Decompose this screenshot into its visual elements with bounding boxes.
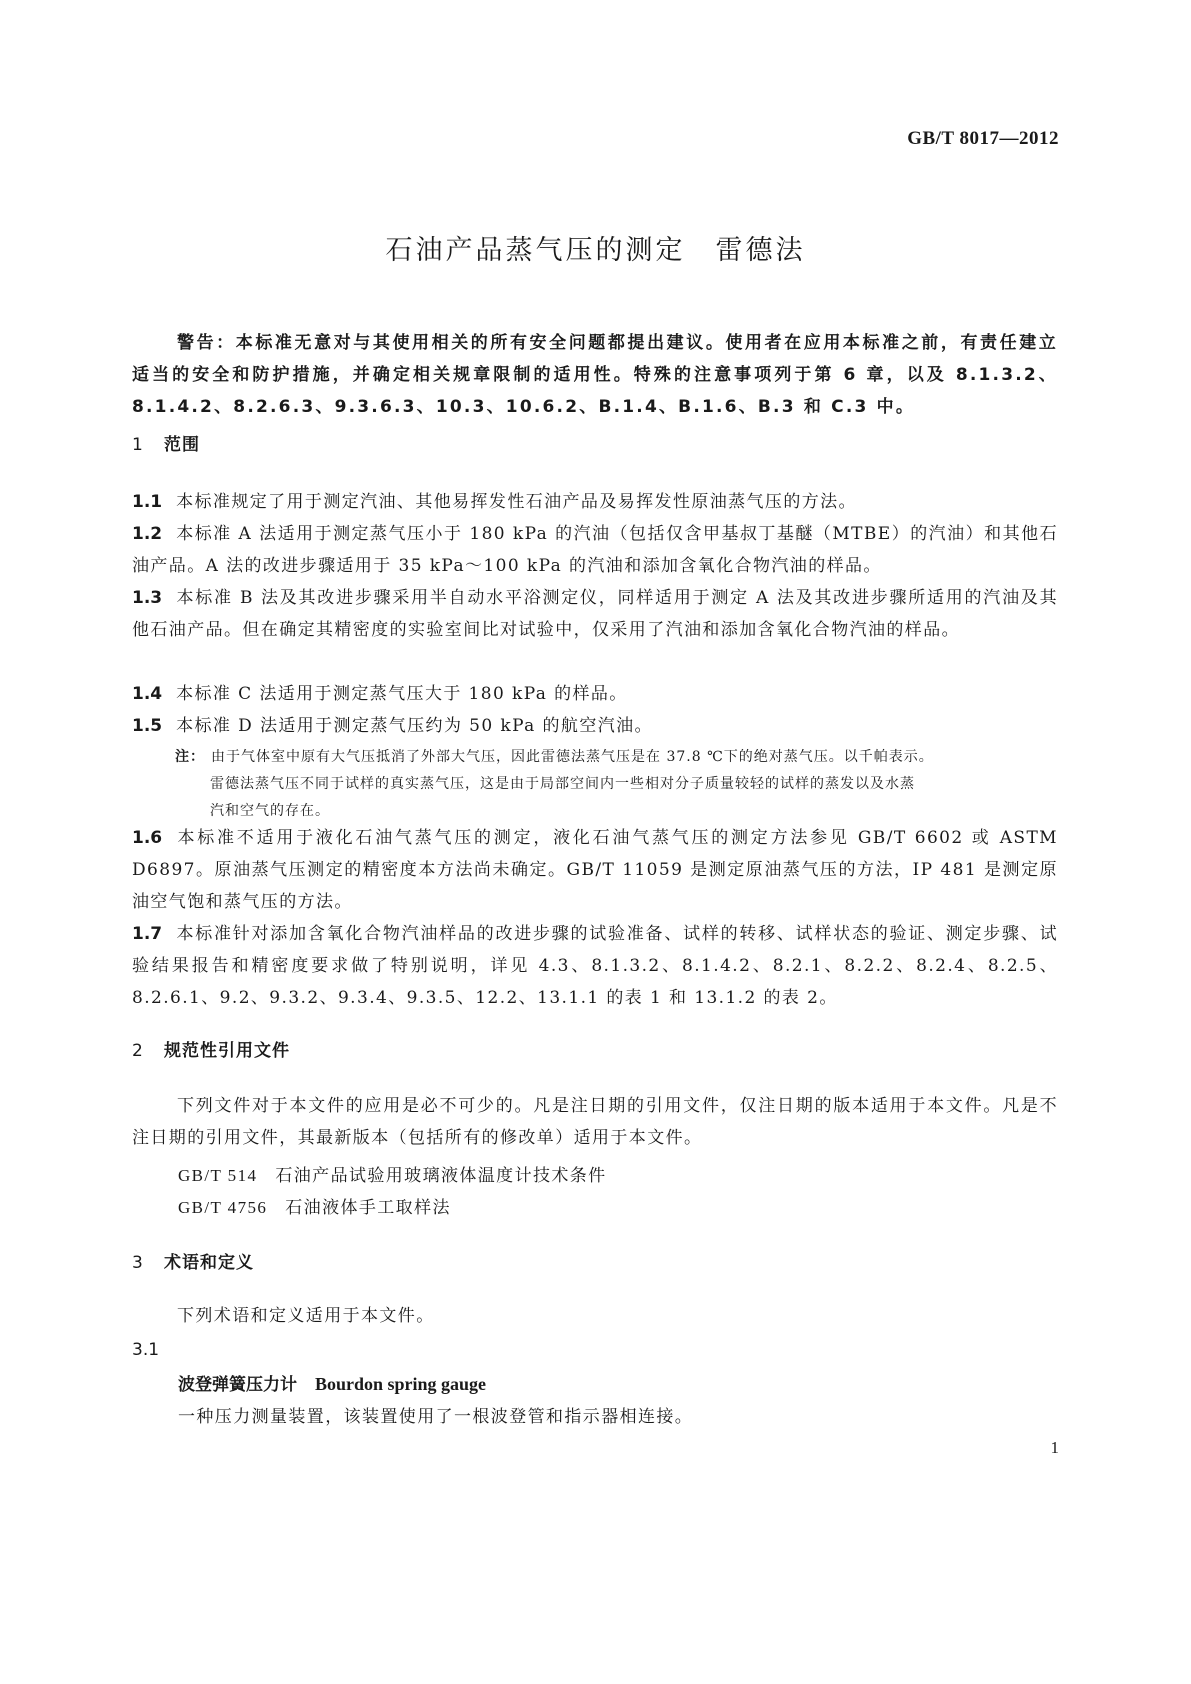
clause-text: 本标准 C 法适用于测定蒸气压大于 180 kPa 的样品。 xyxy=(176,684,628,704)
section-3-intro: 下列术语和定义适用于本文件。 xyxy=(177,1306,435,1326)
reference-code: GB/T 514 xyxy=(178,1166,258,1185)
reference-item xyxy=(178,1193,451,1218)
clause-number: 1.3 xyxy=(132,588,163,608)
clause-text: 本标准规定了用于测定汽油、其他易挥发性石油产品及易挥发性原油蒸气压的方法。 xyxy=(176,492,857,512)
reference-code: GB/T 4756 xyxy=(178,1198,268,1217)
clause-1-4 xyxy=(132,678,1058,710)
section-2-heading xyxy=(132,1036,290,1061)
warning-paragraph: 警告：本标准无意对与其使用相关的所有安全问题都提出建议。使用者在应用本标准之前，有责任建立适当的安全和防护措施，并确定相关规章限制的适用性。特殊的注意事项列于第 6 章，以及 8.1.3.2、8.1.4.2、8.2.6.3、9.3.6.3、10.3、10.6.2、B.1.4、B.1.6、B.3 和 C.3 中。 xyxy=(132,333,1058,417)
term-definition: 一种压力测量装置，该装置使用了一根波登管和指示器相连接。 xyxy=(178,1407,694,1427)
clause-text: 本标准 A 法适用于测定蒸气压小于 180 kPa 的汽油（包括仅含甲基叔丁基醚（MTBE）的汽油）和其他石油产品。A 法的改进步骤适用于 35 kPa～100 kPa 的汽油和添加含氧化合物汽油的样品。 xyxy=(132,524,1058,576)
note-line-3: 汽和空气的存在。 xyxy=(210,803,330,819)
clause-1-7 xyxy=(132,918,1058,1014)
section-title: 范围 xyxy=(164,435,200,455)
reference-title: 石油液体手工取样法 xyxy=(285,1198,451,1218)
clause-1-1 xyxy=(132,486,1058,518)
term-heading xyxy=(178,1370,486,1395)
clause-1-2 xyxy=(132,518,1058,582)
clause-number: 1.6 xyxy=(132,828,163,848)
section-number: 2 xyxy=(132,1041,144,1061)
section-number: 3 xyxy=(132,1253,144,1273)
term-number: 3.1 xyxy=(132,1340,160,1360)
clause-1-5 xyxy=(132,710,1058,742)
note-line-2: 雷德法蒸气压不同于试样的真实蒸气压，这是由于局部空间内一些相对分子质量较轻的试样的蒸发以及水蒸 xyxy=(210,776,915,792)
clause-number: 1.5 xyxy=(132,716,163,736)
clause-text: 本标准不适用于液化石油气蒸气压的测定，液化石油气蒸气压的测定方法参见 GB/T 6602 或 ASTM D6897。原油蒸气压测定的精密度本方法尚未确定。GB/T 11059 是测定原油蒸气压的方法，IP 481 是测定原油空气饱和蒸气压的方法。 xyxy=(132,828,1058,912)
clause-number: 1.2 xyxy=(132,524,163,544)
section-1-heading xyxy=(132,430,200,455)
note-block xyxy=(175,744,1060,825)
term-english: Bourdon spring gauge xyxy=(315,1374,487,1394)
note-label: 注： xyxy=(175,749,205,765)
reference-title: 石油产品试验用玻璃液体温度计技术条件 xyxy=(275,1166,607,1186)
document-title: 石油产品蒸气压的测定 雷德法 xyxy=(385,235,806,266)
clause-text: 本标准针对添加含氧化合物汽油样品的改进步骤的试验准备、试样的转移、试样状态的验证、测定步骤、试验结果报告和精密度要求做了特别说明，详见 4.3、8.1.3.2、8.1.4.2、8.2.1、8.2.2、8.2.4、8.2.5、8.2.6.1、9.2、9.3.2、9.3.4、9.3.5、12.2、13.1.1 的表 1 和 13.1.2 的表 2。 xyxy=(132,924,1058,1008)
section-number: 1 xyxy=(132,435,144,455)
note-line-1 xyxy=(175,744,1060,771)
section-2-intro: 下列文件对于本文件的应用是必不可少的。凡是注日期的引用文件，仅注日期的版本适用于本文件。凡是不注日期的引用文件，其最新版本（包括所有的修改单）适用于本文件。 xyxy=(132,1096,1058,1148)
section-title: 规范性引用文件 xyxy=(164,1041,290,1061)
section-3-heading xyxy=(132,1248,254,1273)
clause-number: 1.1 xyxy=(132,492,163,512)
clause-text: 本标准 B 法及其改进步骤采用半自动水平浴测定仪，同样适用于测定 A 法及其改进步骤所适用的汽油及其他石油产品。但在确定其精密度的实验室间比对试验中，仅采用了汽油和添加含氧化合物汽油的样品。 xyxy=(132,588,1058,640)
clause-1-3 xyxy=(132,582,1058,646)
term-chinese: 波登弹簧压力计 xyxy=(178,1375,297,1395)
clause-text: 本标准 D 法适用于测定蒸气压约为 50 kPa 的航空汽油。 xyxy=(176,716,653,736)
section-title: 术语和定义 xyxy=(164,1253,254,1273)
note-text-1: 由于气体室中原有大气压抵消了外部大气压，因此雷德法蒸气压是在 37.8 ℃下的绝对蒸气压。以千帕表示。 xyxy=(211,749,934,765)
clause-number: 1.4 xyxy=(132,684,163,704)
page-number: 1 xyxy=(1050,1438,1059,1457)
clause-number: 1.7 xyxy=(132,924,163,944)
reference-item xyxy=(178,1161,607,1186)
standard-code: GB/T 8017—2012 xyxy=(907,128,1059,149)
clause-1-6 xyxy=(132,822,1058,918)
